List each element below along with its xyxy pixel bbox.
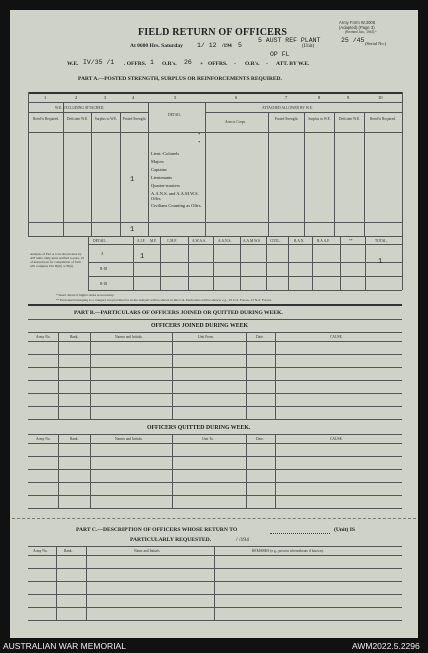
- sub-unit-typed: OP FL: [270, 51, 290, 58]
- col-number-5: 5: [174, 95, 177, 100]
- part-c-col-names: Name and Initials.: [134, 549, 161, 553]
- sub-head-awas: A.W.A.S.: [192, 239, 206, 243]
- form-title: FIELD RETURN OF OFFICERS: [138, 27, 288, 38]
- footnote-2: ** Personnel belonging to a category not provided for in the analysis will be shown in this Col. Particulars will be shown, e.g., 25 U.S. Forces, 15 N.Z. Forces.: [56, 298, 272, 302]
- sub-head-aans: A.A.N.S.: [218, 239, 232, 243]
- part-a-title: PART A.—POSTED STRENGTH, SURPLUS OR REINFORCEMENTS REQUIRED.: [78, 76, 282, 82]
- plus-sign: +: [200, 61, 204, 67]
- sub-head-ran: R.A.N.: [294, 239, 305, 243]
- we-value: IV/35 /1: [83, 59, 115, 66]
- detail-item: Captains: [151, 167, 167, 172]
- joined-col-army-no: Army No.: [36, 335, 51, 339]
- quitted-col-rank: Rank.: [70, 437, 79, 441]
- sub-row-a: A: [101, 252, 104, 256]
- col-number-2: 2: [75, 95, 78, 100]
- col-head-posted: Posted Strength.: [122, 117, 147, 121]
- quitted-col-cause: CAUSE.: [330, 437, 343, 441]
- rule: [28, 92, 402, 94]
- form-ref-line2: (Adapted) (Page 3): [339, 25, 375, 30]
- detail-item: Majors: [151, 159, 164, 164]
- serial-label: (Serial No.): [365, 41, 387, 46]
- quitted-col-names: Names and Initials.: [115, 437, 143, 441]
- ors-label: O.R's.: [162, 61, 177, 67]
- col-number-1: 1: [44, 95, 47, 100]
- unit-typed: 5 AUST REF PLANT: [258, 37, 321, 44]
- detail-star-1: *: [198, 132, 201, 137]
- att-label: ATT. BY W.E.: [276, 61, 310, 67]
- joined-col-names: Names and Initials.: [115, 335, 143, 339]
- part-c-col-army-no: Army No.: [33, 549, 48, 553]
- col-number-7: 7: [285, 95, 288, 100]
- joined-title: OFFICERS JOINED DURING WEEK: [151, 323, 249, 329]
- col-number-3: 3: [104, 95, 107, 100]
- col-head-surplus-att: Surplus to W.E.: [308, 117, 331, 121]
- quitted-col-date: Date.: [256, 437, 264, 441]
- sub-head-detail: DETAIL.: [93, 239, 107, 243]
- quitted-col-unit-to: Unit To.: [202, 437, 214, 441]
- offrs2-label: OFFRS.: [208, 61, 228, 67]
- unit-line-prefix: At 0600 Hrs. Saturday: [130, 43, 183, 49]
- we-label: W.E.: [67, 61, 79, 67]
- col-number-6: 6: [235, 95, 238, 100]
- col-number-10: 10: [378, 95, 383, 100]
- col-number-8: 8: [318, 95, 321, 100]
- col-head-surplus: Surplus to W.E.: [94, 117, 118, 121]
- joined-col-rank: Rank.: [70, 335, 79, 339]
- col-number-4: 4: [132, 95, 135, 100]
- perforation-line: [12, 518, 416, 519]
- sub-head-civil: CIVIL.: [270, 239, 281, 243]
- year-printed: /194: [222, 43, 232, 49]
- sub-value-total: 1: [378, 258, 383, 266]
- part-c-unit-label: (Unit) IS: [334, 527, 355, 533]
- detail-item: Civilians Counting as Offrs.: [151, 203, 202, 208]
- col-head-deficient: Deficient W.E.: [66, 117, 89, 121]
- ors2-label: O.R's.: [245, 61, 260, 67]
- footnote-1: * Insert detail of higher ranks as necessary.: [56, 293, 115, 297]
- sub-analysis-note: Analysis of Part A to be shown here by AIF units. Only units notified to para. 19 of instructions for compilation of form will complete Part B(iii) or B(ii).: [30, 252, 84, 268]
- joined-col-unit-from: Unit From.: [198, 335, 214, 339]
- col-head-deficient-att: Deficient W.E.: [338, 117, 361, 121]
- dash-2: -: [266, 61, 268, 67]
- joined-col-date: Date.: [256, 335, 264, 339]
- col-head-detail: DETAIL.: [168, 113, 182, 117]
- offrs-value: 1: [150, 59, 154, 66]
- footer-accession-number: AWM2022.5.2296: [352, 641, 420, 651]
- col-head-reinf: Reinf'ts Required.: [33, 117, 59, 121]
- quitted-col-army-no: Army No.: [36, 437, 51, 441]
- form-ref-line3: (Revised Jan., 1943) *: [345, 30, 377, 34]
- col-head-reinf-att: Reinf'ts Required.: [370, 117, 396, 121]
- part-c-col-rank: Rank.: [64, 549, 73, 553]
- dash-1: -: [234, 61, 236, 67]
- joined-col-cause: CAUSE.: [330, 335, 343, 339]
- detail-item: A.A.N.S. and A.A.M.W.S. Offrs.: [151, 191, 199, 201]
- detail-item: Lieutenants: [151, 175, 172, 180]
- posted-strength-value: 1: [130, 176, 135, 184]
- quitted-title: OFFICERS QUITTED DURING WEEK.: [147, 425, 251, 431]
- col-head-posted-att: Posted Strength.: [274, 117, 299, 121]
- sub-head-total: TOTAL.: [375, 239, 388, 243]
- col-number-9: 9: [347, 95, 350, 100]
- offrs-label: . OFFRS.: [124, 61, 147, 67]
- detail-item: Quarter-masters: [151, 183, 180, 188]
- unit-label: (Unit): [302, 44, 315, 49]
- ors-value: 26: [184, 59, 192, 66]
- sub-value-aif: 1: [140, 253, 145, 261]
- serial-typed: 25 /45: [341, 37, 365, 44]
- sub-head-aamws: A.A.M.W.S.: [243, 239, 261, 243]
- detail-item: Lieut.-Colonels: [151, 151, 180, 156]
- part-c-date-blank: / /194: [236, 537, 249, 543]
- posted-total-value: 1: [130, 226, 135, 234]
- sub-head-raaf: R.A.A.F.: [317, 239, 330, 243]
- part-b-title: PART B.—PARTICULARS OF OFFICERS JOINED OR QUITTED DURING WEEK.: [74, 310, 283, 316]
- detail-list: [151, 150, 203, 208]
- col-head-arm: Arm or Corps.: [225, 120, 246, 124]
- form-ref-line1: Army Form W.3008: [339, 20, 376, 25]
- date-typed: 1/ 12: [197, 42, 217, 49]
- detail-star-2: *: [198, 140, 201, 145]
- part-c-col-remarks: REMARKS (e.g., present whereabouts if known).: [252, 549, 324, 553]
- attached-allowed-heading: ATTACHED ALLOWED BY W.E.: [262, 106, 313, 110]
- sub-row-b1: B-III: [100, 267, 108, 271]
- sub-head-mf: M.F.: [150, 239, 157, 243]
- form-reference: [339, 20, 377, 35]
- sub-head-aif: A.I.F.: [137, 239, 146, 243]
- sub-row-b2: B-III: [100, 282, 108, 286]
- we-excluding-heading: W.E. EXCLUDING ATTACHED.: [55, 106, 105, 110]
- part-c-line2: PARTICULARLY REQUESTED.: [130, 537, 212, 543]
- sub-head-cmf: C.M.F.: [167, 239, 177, 243]
- footer-bar: [0, 638, 428, 653]
- sub-head-other: **: [349, 239, 353, 243]
- part-c-line1: PART C.—DESCRIPTION OF OFFICERS WHOSE RETURN TO: [76, 527, 238, 533]
- year-typed: 5: [238, 42, 242, 49]
- footer-credit: AUSTRALIAN WAR MEMORIAL: [3, 641, 126, 651]
